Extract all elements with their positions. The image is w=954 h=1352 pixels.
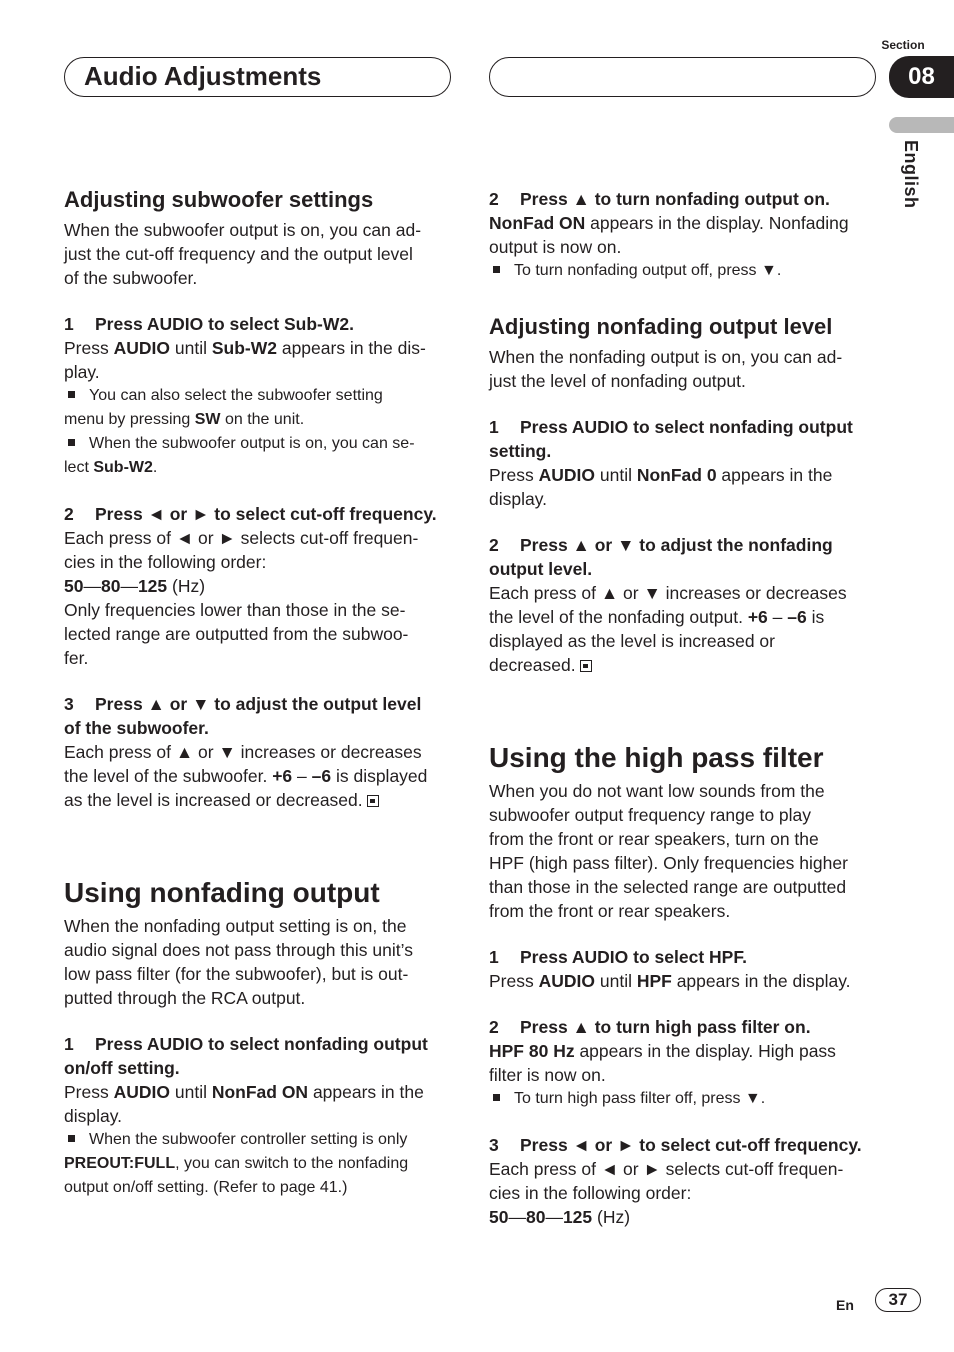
page-number: 37 xyxy=(875,1288,921,1312)
step-number: 2 xyxy=(489,1017,499,1037)
step-title: of the subwoofer. xyxy=(64,718,209,738)
text-run: — xyxy=(83,576,101,596)
text-line: than those in the selected range are outputted xyxy=(489,877,847,897)
text-line: from the front or rear speakers, turn on the xyxy=(489,829,819,849)
step-text: lected range are outputted from the subwoo- xyxy=(64,624,409,644)
step-title xyxy=(489,1015,881,1039)
subwoofer-intro xyxy=(64,218,456,290)
text-run: is xyxy=(806,607,825,627)
text-run: menu by pressing xyxy=(64,411,195,428)
text-run: until xyxy=(170,1082,212,1102)
note xyxy=(489,1087,881,1111)
text-run: You can also select the subwoofer setting xyxy=(89,387,383,404)
bullet-square-icon xyxy=(493,266,500,273)
text-run: — xyxy=(508,1207,526,1227)
language-tab-bar xyxy=(889,117,954,133)
step-text xyxy=(489,653,881,677)
nonfading-intro xyxy=(64,914,456,1010)
step-number: 1 xyxy=(64,1034,74,1054)
step-title-text: Press ▲ or ▼ to adjust the nonfading xyxy=(520,535,833,555)
text-run: as the level is increased or decreased. xyxy=(64,790,363,810)
step-text: displayed as the level is increased or xyxy=(489,631,775,651)
note xyxy=(64,432,456,456)
text-line: just the cut-off frequency and the output level xyxy=(64,244,413,264)
step-text: Only frequencies lower than those in the se- xyxy=(64,600,406,620)
step-text xyxy=(64,788,456,812)
note xyxy=(64,408,456,432)
step-text: play. xyxy=(64,362,100,382)
text-run: appears in the xyxy=(308,1082,424,1102)
text-run: appears in the display. xyxy=(671,971,851,991)
step-number: 3 xyxy=(489,1135,499,1155)
text-line: When the nonfading output setting is on, the xyxy=(64,916,407,936)
text-run: When the subwoofer controller setting is only xyxy=(89,1131,408,1148)
step-title: on/off setting. xyxy=(64,1058,180,1078)
step-title: output level. xyxy=(489,559,593,579)
text-run: until xyxy=(595,971,637,991)
note xyxy=(64,1128,456,1152)
step-number: 2 xyxy=(64,504,74,524)
text-run: To turn nonfading output off, press ▼. xyxy=(514,262,782,279)
text-run: is displayed xyxy=(331,766,428,786)
note xyxy=(489,259,881,283)
text-run: on the unit. xyxy=(220,411,305,428)
text-run: AUDIO xyxy=(113,338,170,358)
text-line: of the subwoofer. xyxy=(64,268,198,288)
step-text: Each press of ◄ or ► selects cut-off frequen- xyxy=(489,1159,844,1179)
step-title xyxy=(64,502,456,526)
text-run: – xyxy=(292,766,312,786)
text-line: audio signal does not pass through this unit’s xyxy=(64,940,413,960)
step-text xyxy=(489,969,881,993)
step-title-text: Press ▲ or ▼ to adjust the output level xyxy=(95,694,422,714)
step-text: Each press of ▲ or ▼ increases or decreases xyxy=(64,742,422,762)
step-text xyxy=(489,211,881,235)
step-title xyxy=(489,945,881,969)
text-line: When the subwoofer output is on, you can ad- xyxy=(64,220,422,240)
text-run: 50 xyxy=(489,1207,509,1227)
bullet-square-icon xyxy=(68,391,75,398)
end-of-section-icon xyxy=(367,795,379,807)
text-run: — xyxy=(545,1207,563,1227)
footer-language-code: En xyxy=(836,1297,854,1313)
text-run: Sub-W2 xyxy=(211,338,277,358)
bullet-square-icon xyxy=(493,1094,500,1101)
left-column xyxy=(64,186,456,1200)
text-run: appears in the xyxy=(716,465,833,485)
step-text xyxy=(64,1080,456,1104)
step-number: 1 xyxy=(489,417,499,437)
step-text: display. xyxy=(489,489,548,509)
text-run: Sub-W2 xyxy=(93,459,153,476)
text-line: When the nonfading output is on, you can ad- xyxy=(489,347,843,367)
text-run: Press xyxy=(64,1082,114,1102)
step-title-text: Press ▲ to turn high pass filter on. xyxy=(520,1017,811,1037)
text-run: +6 xyxy=(747,607,768,627)
text-run: (Hz) xyxy=(167,576,206,596)
text-run: appears in the dis- xyxy=(276,338,426,358)
hpf-heading: Using the high pass filter xyxy=(489,742,824,773)
text-run: Press xyxy=(489,465,539,485)
text-run: AUDIO xyxy=(538,971,595,991)
text-run: 80 xyxy=(100,576,121,596)
text-run: the level of the nonfading output. xyxy=(489,607,748,627)
text-run: appears in the display. Nonfading xyxy=(585,213,849,233)
text-run: NonFad ON xyxy=(489,213,586,233)
text-line: from the front or rear speakers. xyxy=(489,901,731,921)
text-line: low pass filter (for the subwoofer), but is out- xyxy=(64,964,409,984)
text-run: Press xyxy=(489,971,539,991)
note xyxy=(64,456,456,480)
step-text xyxy=(64,336,456,360)
text-run: — xyxy=(120,576,138,596)
text-run: until xyxy=(170,338,212,358)
text-line: putted through the RCA output. xyxy=(64,988,306,1008)
step-number: 1 xyxy=(64,314,74,334)
text-run: 80 xyxy=(525,1207,546,1227)
bullet-square-icon xyxy=(68,1135,75,1142)
note xyxy=(64,1152,456,1176)
text-run: PREOUT:FULL xyxy=(64,1155,176,1172)
text-run: . xyxy=(152,459,158,476)
note: output on/off setting. (Refer to page 41.) xyxy=(64,1179,348,1196)
text-run: the level of the subwoofer. xyxy=(64,766,273,786)
text-run: +6 xyxy=(272,766,293,786)
step-title-text: Press ◄ or ► to select cut-off frequency. xyxy=(95,504,437,524)
text-run: –6 xyxy=(311,766,332,786)
text-run: until xyxy=(595,465,637,485)
step-title-text: Press ◄ or ► to select cut-off frequency. xyxy=(520,1135,862,1155)
text-line: just the level of nonfading output. xyxy=(489,371,746,391)
right-column xyxy=(489,187,881,1229)
step-text xyxy=(489,463,881,487)
step-title-text: Press AUDIO to select nonfading output xyxy=(520,417,853,437)
text-run: When the subwoofer output is on, you can se- xyxy=(89,435,415,452)
step-title-text: Press AUDIO to select nonfading output xyxy=(95,1034,428,1054)
text-run: HPF xyxy=(636,971,672,991)
text-run: AUDIO xyxy=(538,465,595,485)
header-blank-frame xyxy=(489,57,876,97)
text-run: lect xyxy=(64,459,94,476)
frequency-order xyxy=(489,1205,881,1229)
text-run: , you can switch to the nonfading xyxy=(175,1155,409,1172)
step-title xyxy=(489,1133,881,1157)
text-run: (Hz) xyxy=(592,1207,631,1227)
step-title-text: Press AUDIO to select HPF. xyxy=(520,947,747,967)
text-line: subwoofer output frequency range to play xyxy=(489,805,812,825)
step-title-text: Press ▲ to turn nonfading output on. xyxy=(520,189,830,209)
nonfading-heading: Using nonfading output xyxy=(64,877,380,908)
text-line: HPF (high pass filter). Only frequencies higher xyxy=(489,853,848,873)
step-title xyxy=(64,692,456,716)
end-of-section-icon xyxy=(580,660,592,672)
step-text xyxy=(489,605,881,629)
step-number: 1 xyxy=(489,947,499,967)
step-title-text: Press AUDIO to select Sub-W2. xyxy=(95,314,354,334)
text-run: NonFad ON xyxy=(211,1082,309,1102)
step-title: setting. xyxy=(489,441,552,461)
text-run: 125 xyxy=(137,576,168,596)
hpf-intro xyxy=(489,779,881,923)
text-run: Press xyxy=(64,338,114,358)
text-run: appears in the display. High pass xyxy=(574,1041,836,1061)
frequency-order xyxy=(64,574,456,598)
text-run: decreased. xyxy=(489,655,576,675)
step-number: 2 xyxy=(489,535,499,555)
step-number: 3 xyxy=(64,694,74,714)
note xyxy=(64,384,456,408)
step-title xyxy=(489,533,881,557)
text-run: AUDIO xyxy=(113,1082,170,1102)
text-run: SW xyxy=(194,411,221,428)
step-title xyxy=(64,312,456,336)
step-text: cies in the following order: xyxy=(64,552,267,572)
step-text: cies in the following order: xyxy=(489,1183,692,1203)
text-run: 50 xyxy=(64,576,84,596)
text-run: –6 xyxy=(787,607,807,627)
subwoofer-heading: Adjusting subwoofer settings xyxy=(64,187,374,212)
step-text: Each press of ▲ or ▼ increases or decreases xyxy=(489,583,847,603)
step-text: fer. xyxy=(64,648,89,668)
section-label: Section xyxy=(881,38,925,52)
text-line: When you do not want low sounds from the xyxy=(489,781,825,801)
step-text: Each press of ◄ or ► selects cut-off frequen- xyxy=(64,528,419,548)
step-number: 2 xyxy=(489,189,499,209)
step-text xyxy=(64,764,456,788)
bullet-square-icon xyxy=(68,439,75,446)
text-run: NonFad 0 xyxy=(636,465,717,485)
step-title xyxy=(64,1032,456,1056)
step-text xyxy=(489,1039,881,1063)
text-run: 125 xyxy=(562,1207,593,1227)
text-run: To turn high pass filter off, press ▼. xyxy=(514,1090,766,1107)
step-title xyxy=(489,415,881,439)
step-text: display. xyxy=(64,1106,123,1126)
step-text: output is now on. xyxy=(489,237,622,257)
step-title xyxy=(489,187,881,211)
step-text: filter is now on. xyxy=(489,1065,606,1085)
text-run: – xyxy=(767,607,788,627)
nonfading-level-heading: Adjusting nonfading output level xyxy=(489,314,833,339)
nonfading-level-intro xyxy=(489,345,881,393)
text-run: HPF 80 Hz xyxy=(489,1041,575,1061)
page-title: Audio Adjustments xyxy=(84,61,322,91)
language-label: English xyxy=(901,140,921,209)
section-number-tab: 08 xyxy=(889,56,954,98)
